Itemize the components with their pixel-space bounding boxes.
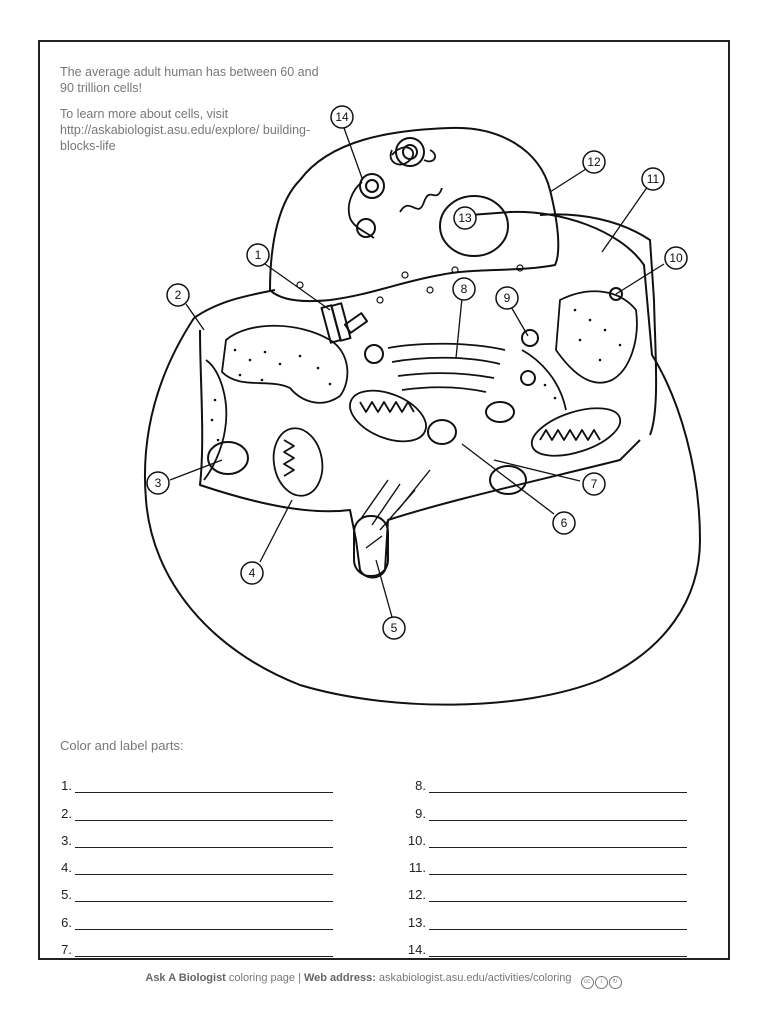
answer-blank[interactable] xyxy=(75,862,333,875)
label-line-1[interactable] xyxy=(58,766,333,793)
attribution-icon: i xyxy=(595,976,608,989)
answer-blank[interactable] xyxy=(429,808,687,821)
callout-13: 13 xyxy=(458,211,472,225)
label-number: 3. xyxy=(61,832,72,848)
label-line-12[interactable] xyxy=(402,875,687,902)
golgi-apparatus xyxy=(388,344,505,392)
callout-11: 11 xyxy=(646,172,660,186)
label-number: 14. xyxy=(407,942,426,958)
label-heading: Color and label parts: xyxy=(60,738,184,753)
label-line-4[interactable] xyxy=(58,848,333,875)
callout-12: 12 xyxy=(587,155,601,169)
label-line-6[interactable] xyxy=(58,902,333,929)
label-line-5[interactable] xyxy=(58,875,333,902)
label-number: 8. xyxy=(415,778,426,794)
answer-blank[interactable] xyxy=(75,944,333,957)
label-line-3[interactable] xyxy=(58,821,333,848)
callout-7: 7 xyxy=(590,477,598,491)
answer-blank[interactable] xyxy=(75,889,333,902)
callout-2: 2 xyxy=(174,288,182,302)
answer-blank[interactable] xyxy=(429,917,687,930)
share-alike-icon: ↻ xyxy=(609,976,622,989)
callout-14: 14 xyxy=(335,110,349,124)
nucleolus xyxy=(440,196,508,256)
answer-blank[interactable] xyxy=(429,889,687,902)
page-footer xyxy=(0,972,768,989)
answer-blank[interactable] xyxy=(429,835,687,848)
answer-blank[interactable] xyxy=(429,862,687,875)
answer-blank[interactable] xyxy=(429,944,687,957)
answer-blank[interactable] xyxy=(429,780,687,793)
page-type: coloring page | xyxy=(225,972,304,984)
label-line-8[interactable] xyxy=(402,766,687,793)
callout-9: 9 xyxy=(503,291,511,305)
label-number: 5. xyxy=(61,887,72,903)
callout-8: 8 xyxy=(460,282,468,296)
mitochondrion xyxy=(268,381,625,500)
label-number: 12. xyxy=(407,887,426,903)
label-number: 1. xyxy=(61,778,72,794)
brand-name: Ask A Biologist xyxy=(145,972,226,984)
label-number: 10. xyxy=(407,832,426,848)
cell-fact: The average adult human has between 60 and 90 trillion cells! xyxy=(60,65,319,95)
cell-membrane xyxy=(145,212,700,705)
callout-6: 6 xyxy=(560,516,568,530)
callout-5: 5 xyxy=(390,621,398,635)
label-line-7[interactable] xyxy=(58,930,333,957)
creative-commons-icon xyxy=(581,974,623,989)
label-number: 9. xyxy=(415,805,426,821)
label-number: 11. xyxy=(408,860,426,876)
answer-blank[interactable] xyxy=(75,835,333,848)
label-number: 4. xyxy=(61,860,72,876)
nuclear-envelope xyxy=(270,128,558,301)
learn-more: To learn more about cells, visit http://askabiologist.asu.edu/explore/ building-blocks-life xyxy=(60,107,311,153)
cytoskeleton xyxy=(360,470,430,548)
label-line-2[interactable] xyxy=(58,793,333,820)
label-line-11[interactable] xyxy=(402,848,687,875)
web-address-link[interactable]: askabiologist.asu.edu/activities/coloring xyxy=(375,972,572,984)
callout-4: 4 xyxy=(248,566,256,580)
label-line-13[interactable] xyxy=(402,902,687,929)
label-number: 7. xyxy=(61,942,72,958)
answer-blank[interactable] xyxy=(75,780,333,793)
answer-blank[interactable] xyxy=(75,917,333,930)
cc-icon: cc xyxy=(581,976,594,989)
label-column-right xyxy=(402,766,687,957)
label-line-14[interactable] xyxy=(402,930,687,957)
callout-1: 1 xyxy=(254,248,262,262)
label-number: 2. xyxy=(61,805,72,821)
label-number: 13. xyxy=(407,914,426,930)
label-number: 6. xyxy=(61,914,72,930)
lysosome xyxy=(208,442,248,474)
label-column-left xyxy=(58,766,333,957)
callout-10: 10 xyxy=(669,251,683,265)
callout-3: 3 xyxy=(154,476,162,490)
answer-blank[interactable] xyxy=(75,808,333,821)
label-line-10[interactable] xyxy=(402,821,687,848)
label-line-9[interactable] xyxy=(402,793,687,820)
web-address-label: Web address: xyxy=(303,972,376,984)
